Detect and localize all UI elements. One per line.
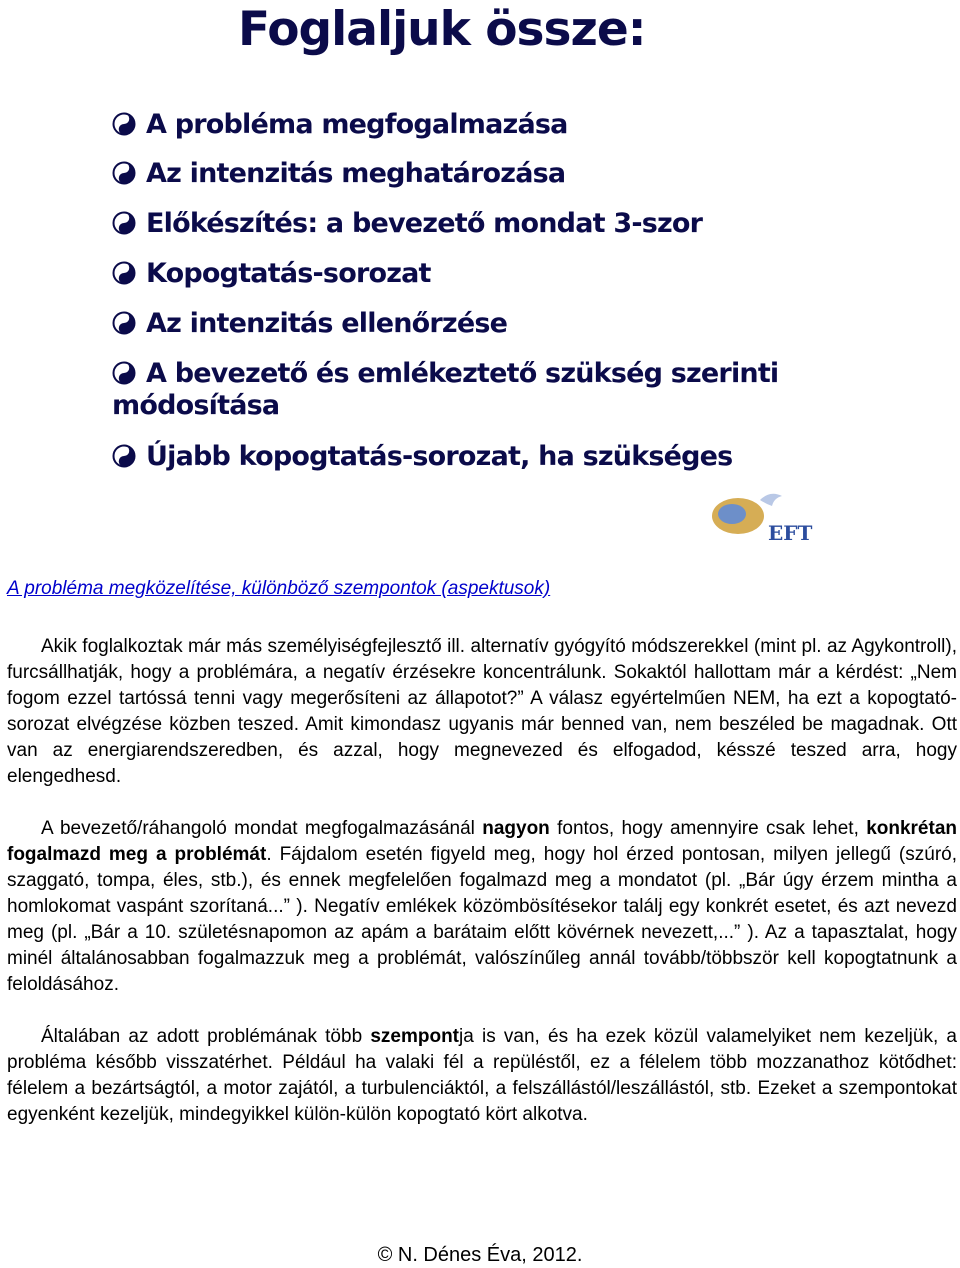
list-item: Újabb kopogtatás-sorozat, ha szükséges xyxy=(112,440,732,476)
list-item-continuation: módosítása xyxy=(112,390,280,421)
list-item: A probléma megfogalmazása xyxy=(112,108,568,144)
copyright-footer: © N. Dénes Éva, 2012. xyxy=(377,1244,583,1266)
list-item: Előkészítés: a bevezető mondat 3-szor xyxy=(112,207,702,243)
yin-yang-icon xyxy=(112,111,136,144)
slide-title: Foglaljuk össze: xyxy=(238,2,646,57)
yin-yang-icon xyxy=(112,260,136,293)
list-item: Az intenzitás meghatározása xyxy=(112,157,565,193)
yin-yang-icon xyxy=(112,310,136,343)
eft-logo xyxy=(710,490,813,546)
section-title[interactable]: A probléma megközelítése, különböző szempontok (aspektusok) xyxy=(7,578,551,599)
yin-yang-icon xyxy=(112,160,136,193)
emphasis-nagyon: nagyon xyxy=(482,818,550,839)
emphasis-konkretan: konkrétan fogalmazd meg a problémát xyxy=(7,818,957,865)
summary-slide xyxy=(0,0,960,550)
main-text xyxy=(7,576,957,1128)
emphasis-szempont: szempont xyxy=(370,1026,460,1047)
list-item: Az intenzitás ellenőrzése xyxy=(112,307,507,343)
list-item: A bevezető és emlékeztető szükség szerinti xyxy=(112,357,778,393)
paragraph-3: Általában az adott problémának több szempontja is van, és ha ezek közül valamelyiket nem kezeljük, a probléma később visszatérhet. Például ha valaki fél a repüléstől, ez a félelem több mozzanathoz kötődhet: félelem a bezártságtól, a motor zajától, a turbulenciáktól, a felszállástól/leszállástól, stb. Ezeket a szempontokat egyenként kezeljük, mindegyikkel külön-külön kopogtató kört alkotva. xyxy=(7,1026,957,1125)
paragraph-1: Akik foglalkoztak már más személyiségfejlesztő ill. alternatív gyógyító módszerekkel (mint pl. az Agykontroll), furcsállhatják, hogy a problémára, a negatív érzésekre koncentrálunk. Sokaktól hallottam már a kérdést: „Nem fogom ezzel tartóssá tenni vagy megerősíteni az állapotot?” A válasz egyértelműen NEM, ha ezt a kopogtató-sorozat elvégzése közben teszed. Amit kimondasz ugyanis már benned van, nem beszéled be magadnak. Ott van az energiarendszeredben, és azzal, hogy megnevezed és elfogadod, késszé teszed arra, hogy elengedhesd. xyxy=(7,636,957,787)
yin-yang-icon xyxy=(112,210,136,243)
list-item: Kopogtatás-sorozat xyxy=(112,257,431,293)
yin-yang-icon xyxy=(112,443,136,476)
svg-text:EFT: EFT xyxy=(768,521,813,545)
paragraph-2: A bevezető/ráhangoló mondat megfogalmazásánál nagyon fontos, hogy amennyire csak lehet, konkrétan fogalmazd meg a problémát. Fájdalom esetén figyeld meg, hogy hol érzed pontosan, milyen jellegű (szúró, szaggató, tompa, éles, stb.), és ennek megfelelően fogalmazd meg a mondatot (pl. „Bár úgy érzem mintha a homlokomat vaspánt szorítaná...” ). Negatív emlékek közömbösítésekor találj egy konkrét esetet, és azt nevezd meg (pl. „Bár a 10. születésnapomon az apám a barátaim előtt kövérnek nevezett,...” ). Az a tapasztalat, hogy minél általánosabban fogalmazzuk meg a problémát, valószínűleg annál tovább/többször kell kopogtatnunk a feloldásához. xyxy=(7,818,957,995)
